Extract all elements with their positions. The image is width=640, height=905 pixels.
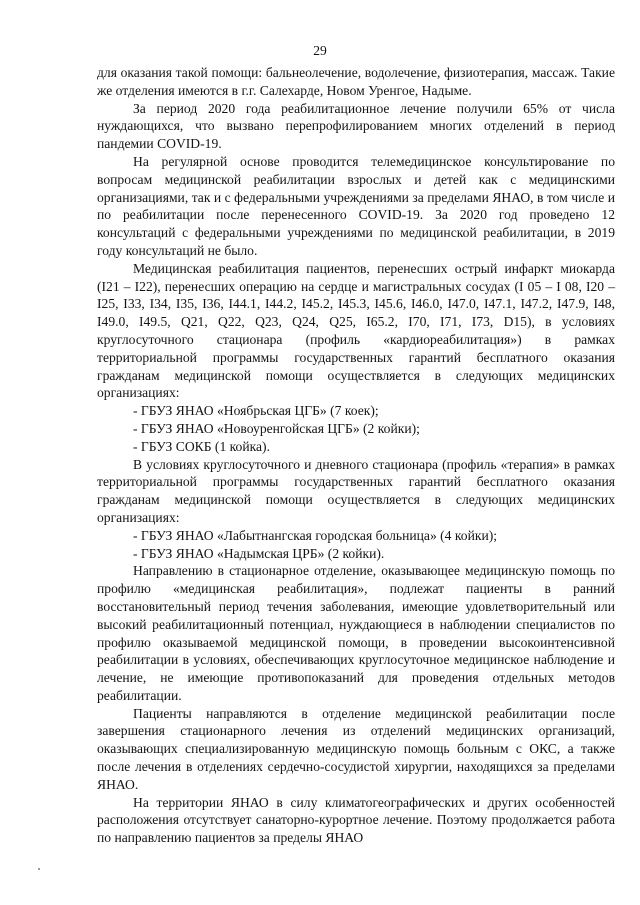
- page-number: 29: [313, 43, 327, 58]
- list-item-noyabrsk: - ГБУЗ ЯНАО «Ноябрьская ЦГБ» (7 коек);: [133, 403, 379, 419]
- scan-speck: [38, 868, 40, 870]
- paragraph-sanatorium: На территории ЯНАО в силу климатогеографических и других особенностей расположения отсутствует санаторно-курортное лечение. Поэтому продолжается работа по направлению пациентов за пределы ЯНАО: [97, 794, 615, 846]
- paragraph-therapy-profile: В условиях круглосуточного и дневного стационара (профиль «терапия» в рамках территориальной программы государственных гарантий бесплатного оказания гражданам медицинской помощи осуществляется в следующих медицинских организациях:: [97, 456, 615, 525]
- list-item-nadym: - ГБУЗ ЯНАО «Надымская ЦРБ» (2 койки).: [133, 545, 385, 561]
- paragraph-reabilitation-share: За период 2020 года реабилитационное лечение получили 65% от числа нуждающихся, что вызвано перепрофилированием многих отделений в период пандемии COVID-19.: [97, 100, 615, 152]
- paragraph-referral-criteria: Направлению в стационарное отделение, оказывающее медицинскую помощь по профилю «медицинская реабилитация», подлежат пациенты в ранний восстановительный период течения заболевания, имеющие удовлетворительный или высокий реабилитационный потенциал, нуждающиеся в наблюдении специалистов по профилю оказываемой медицинской помощи, в проведении высокоинтенсивной реабилитации в условиях, обеспечивающих круглосуточное медицинское наблюдение и лечение, не имеющие противопоказаний для проведения отдельных методов реабилитации.: [97, 563, 615, 703]
- paragraph-continuation: для оказания такой помощи: бальнеолечение, водолечение, физиотерапия, массаж. Такие же отделения имеются в г.г. Салехарде, Новом Уренгое, Надыме.: [97, 65, 615, 98]
- page-content: [97, 64, 615, 847]
- list-item-labytnangi: - ГБУЗ ЯНАО «Лабытнангская городская больница» (4 койки);: [133, 527, 498, 543]
- paragraph-referral-oks: Пациенты направляются в отделение медицинской реабилитации после завершения стационарного лечения из отделений медицинских организаций, оказывающих специализированную медицинскую помощь больным с ОКС, а также после лечения в отделениях сердечно-сосудистой хирургии, находящихся за пределами ЯНАО.: [97, 705, 615, 792]
- paragraph-cardio-rehabilitation: Медицинская реабилитация пациентов, перенесших острый инфаркт миокарда (I21 – I22), перенесших операцию на сердце и магистральных сосудах (I 05 – I 08, I20 – I25, I33, I34, I35, I36, I44.1, I44.2, I45.2, I45.3, I45.6, I46.0, I47.0, I47.1, I47.2, I47.9, I48, I49.0, I49.5, Q21, Q22, Q23, Q24, Q25, I65.2, I70, I71, I73, D15), в условиях круглосуточного стационара (профиль «кардиореабилитация») в рамках территориальной программы государственных гарантий бесплатного оказания гражданам медицинской помощи осуществляется в следующих медицинских организациях:: [97, 260, 615, 401]
- paragraph-telemedicine: На регулярной основе проводится телемедицинское консультирование по вопросам медицинской реабилитации взрослых и детей как с медицинскими организациями, так и с федеральными учреждениями за пределами ЯНАО, в том числе и по реабилитации после перенесенного COVID-19. За 2020 год проведено 12 консультаций с федеральными учреждениями по медицинской реабилитации, в 2019 году консультаций не было.: [97, 153, 615, 258]
- list-item-sokb: - ГБУЗ СОКБ (1 койка).: [133, 438, 270, 454]
- list-item-novy-urengoy: - ГБУЗ ЯНАО «Новоуренгойская ЦГБ» (2 койки);: [133, 420, 420, 436]
